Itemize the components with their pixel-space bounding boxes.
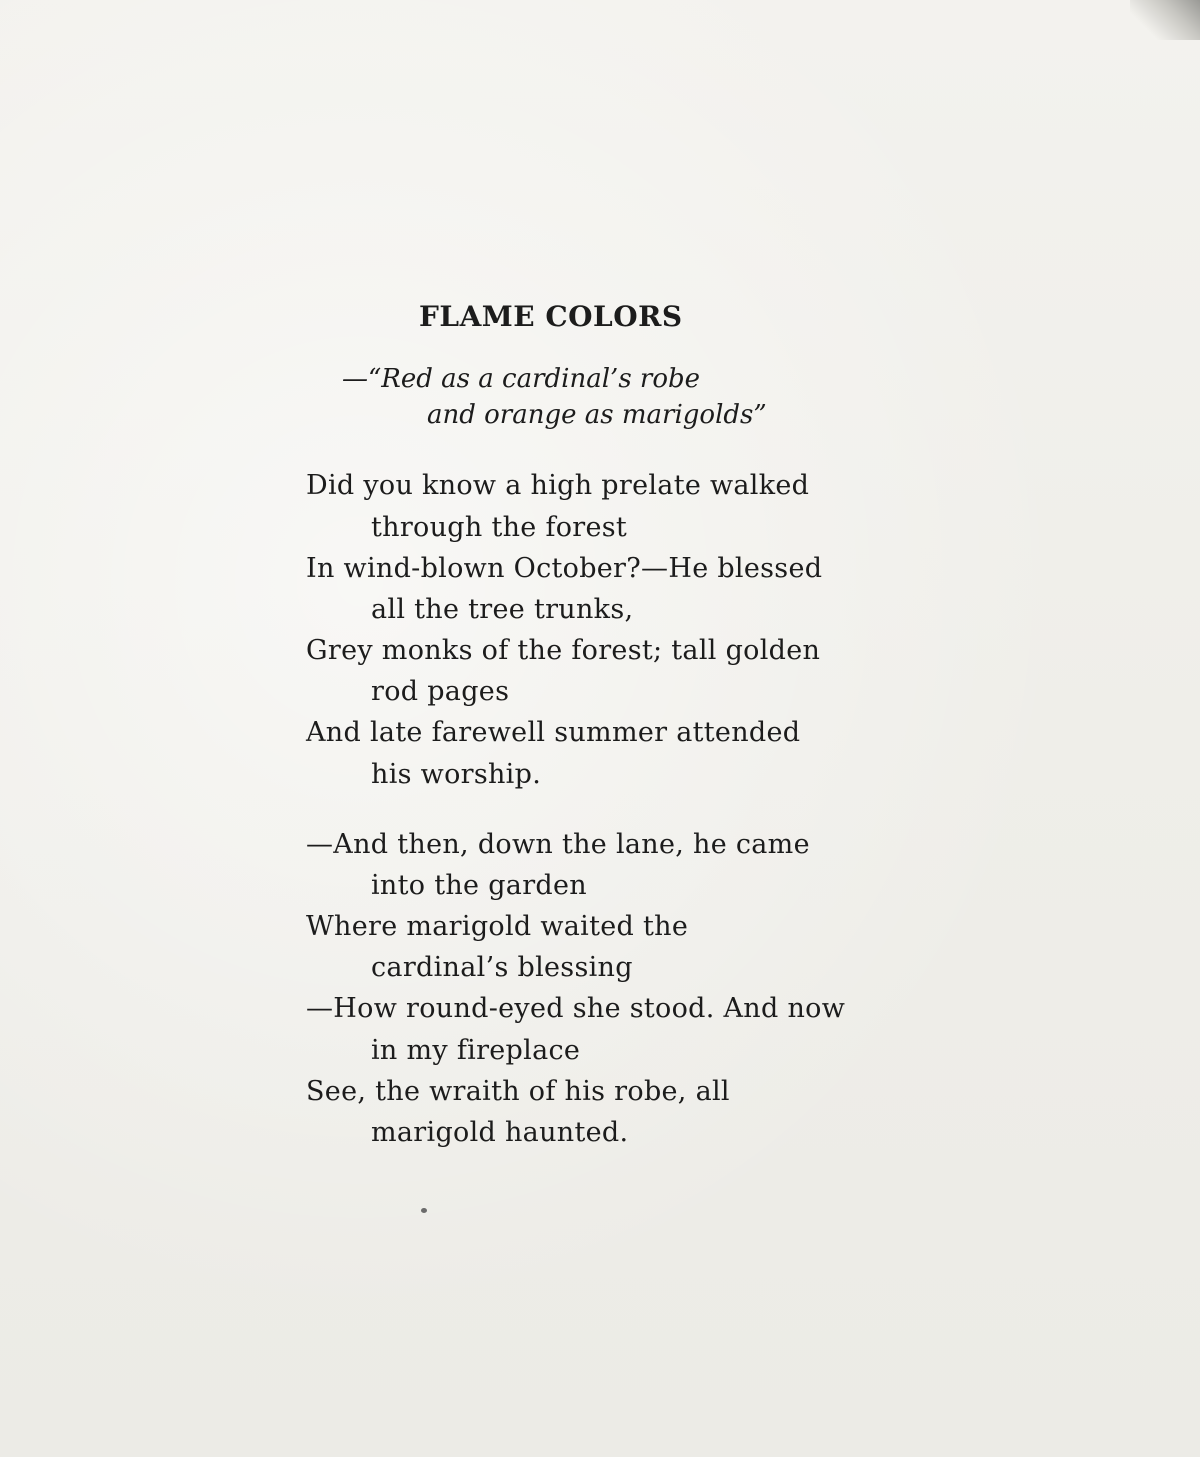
stanza2-line-3: Where marigold waited the	[306, 911, 689, 942]
stanza2-line-6: in my fireplace	[371, 1035, 581, 1066]
stanza1-line-4: all the tree trunks,	[371, 594, 634, 625]
stanza1-line-7: And late farewell summer attended	[306, 717, 801, 748]
stanza2-line-5: —How round-eyed she stood. And now	[306, 993, 846, 1024]
page-corner-curl	[1130, 0, 1200, 40]
stanza1-line-3: In wind-blown October?—He blessed	[306, 553, 823, 584]
stanza2-line-7: See, the wraith of his robe, all	[306, 1076, 730, 1107]
stanza1-line-8: his worship.	[371, 759, 542, 790]
stanza1-line-1: Did you know a high prelate walked	[306, 470, 810, 501]
stanza2-line-1: —And then, down the lane, he came	[306, 829, 810, 860]
stanza2-line-8: marigold haunted.	[371, 1117, 629, 1148]
epigraph-line-1: —“Red as a cardinal’s robe	[342, 364, 701, 394]
stanza1-line-2: through the forest	[371, 512, 628, 543]
poem-title: FLAME COLORS	[419, 300, 683, 333]
epigraph-line-2: and orange as marigolds”	[427, 400, 767, 430]
stanza1-line-5: Grey monks of the forest; tall golden	[306, 635, 821, 666]
ink-speck	[421, 1208, 427, 1213]
stanza1-line-6: rod pages	[371, 676, 510, 707]
stanza2-line-2: into the garden	[371, 870, 587, 901]
stanza2-line-4: cardinal’s blessing	[371, 952, 633, 983]
